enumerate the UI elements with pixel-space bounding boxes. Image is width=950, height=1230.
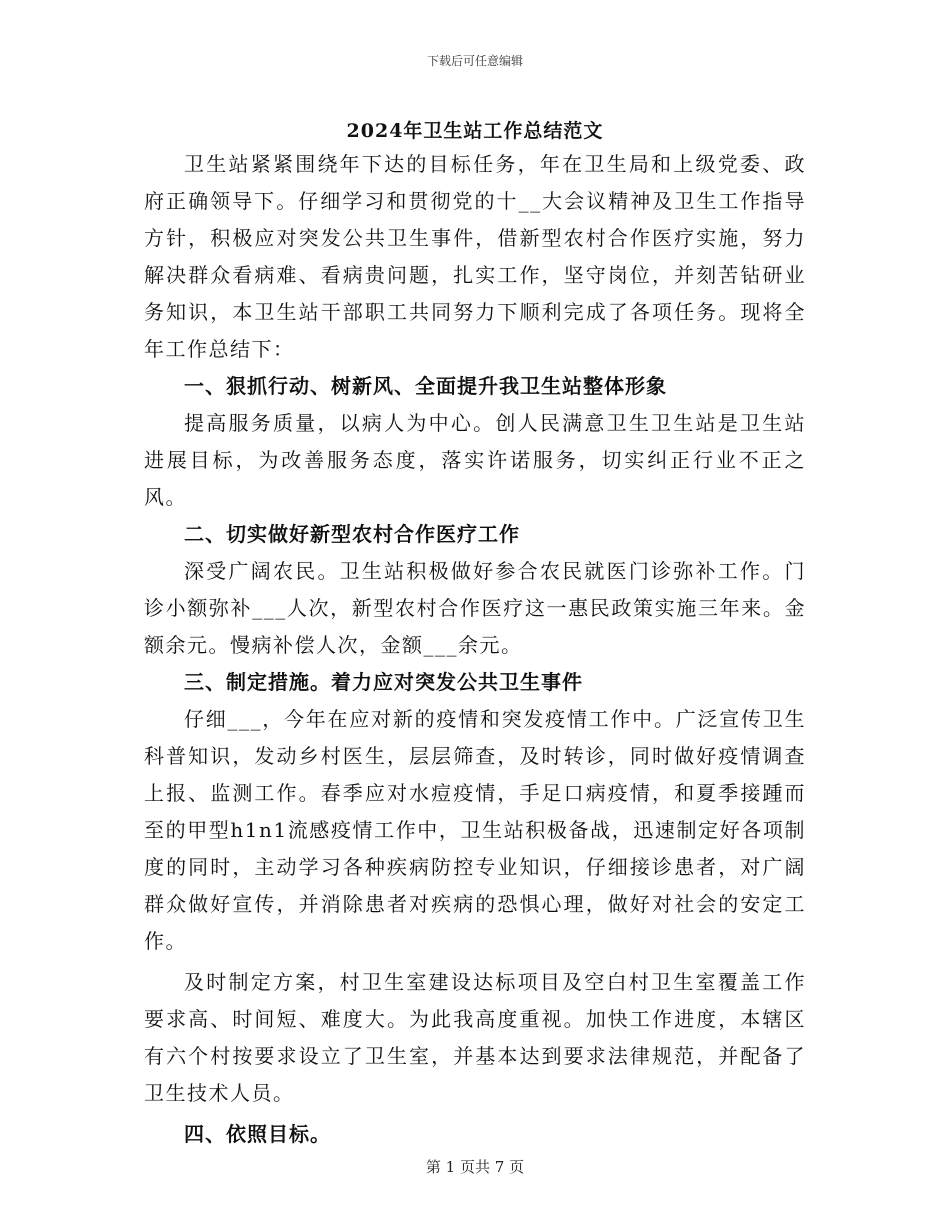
section-heading-4: 四、依照目标。 [184,1122,331,1146]
section-2-paragraph: 深受广阔农民。卫生站积极做好参合农民就医门诊弥补工作。门诊小额弥补___人次，新型农村合作医疗这一惠民政策实施三年来。金额余元。慢病补偿人次，金额___余元。 [144,559,806,657]
section-heading-2: 二、切实做好新型农村合作医疗工作 [184,522,520,546]
section-1-paragraph: 提高服务质量，以病人为中心。创人民满意卫生卫生站是卫生站进展目标，为改善服务态度，落实许诺服务，切实纠正行业不正之风。 [144,411,806,509]
section-heading-3: 三、制定措施。着力应对突发公共卫生事件 [184,670,583,694]
document-title: 2024年卫生站工作总结范文 [346,120,604,142]
document-body [144,146,806,1153]
header-note: 下载后可任意编辑 [426,54,523,68]
section-3-paragraph-2: 及时制定方案，村卫生室建设达标项目及空白村卫生室覆盖工作要求高、时间短、难度大。为此我高度重视。加快工作进度，本辖区有六个村按要求设立了卫生室，并基本达到要求法律规范，并配备了卫生技术人员。 [144,970,806,1105]
section-heading-1: 一、狠抓行动、树新风、全面提升我卫生站整体形象 [184,374,667,398]
page-number: 第 1 页共 7 页 [425,1158,525,1176]
intro-paragraph: 卫生站紧紧围绕年下达的目标任务，年在卫生局和上级党委、政府正确领导下。仔细学习和贯彻党的十__大会议精神及卫生工作指导方针，积极应对突发公共卫生事件，借新型农村合作医疗实施，努力解决群众看病难、看病贵问题，扎实工作，坚守岗位，并刻苦钻研业务知识，本卫生站干部职工共同努力下顺利完成了各项任务。现将全年工作总结下： [144,152,806,361]
section-3-paragraph: 仔细___，今年在应对新的疫情和突发疫情工作中。广泛宣传卫生科普知识，发动乡村医生，层层筛查，及时转诊，同时做好疫情调查上报、监测工作。春季应对水痘疫情，手足口病疫情，和夏季接踵而至的甲型h1n1流感疫情工作中，卫生站积极备战，迅速制定好各项制度的同时，主动学习各种疾病防控专业知识，仔细接诊患者，对广阔群众做好宣传，并消除患者对疾病的恐惧心理，做好对社会的安定工作。 [144,707,806,953]
